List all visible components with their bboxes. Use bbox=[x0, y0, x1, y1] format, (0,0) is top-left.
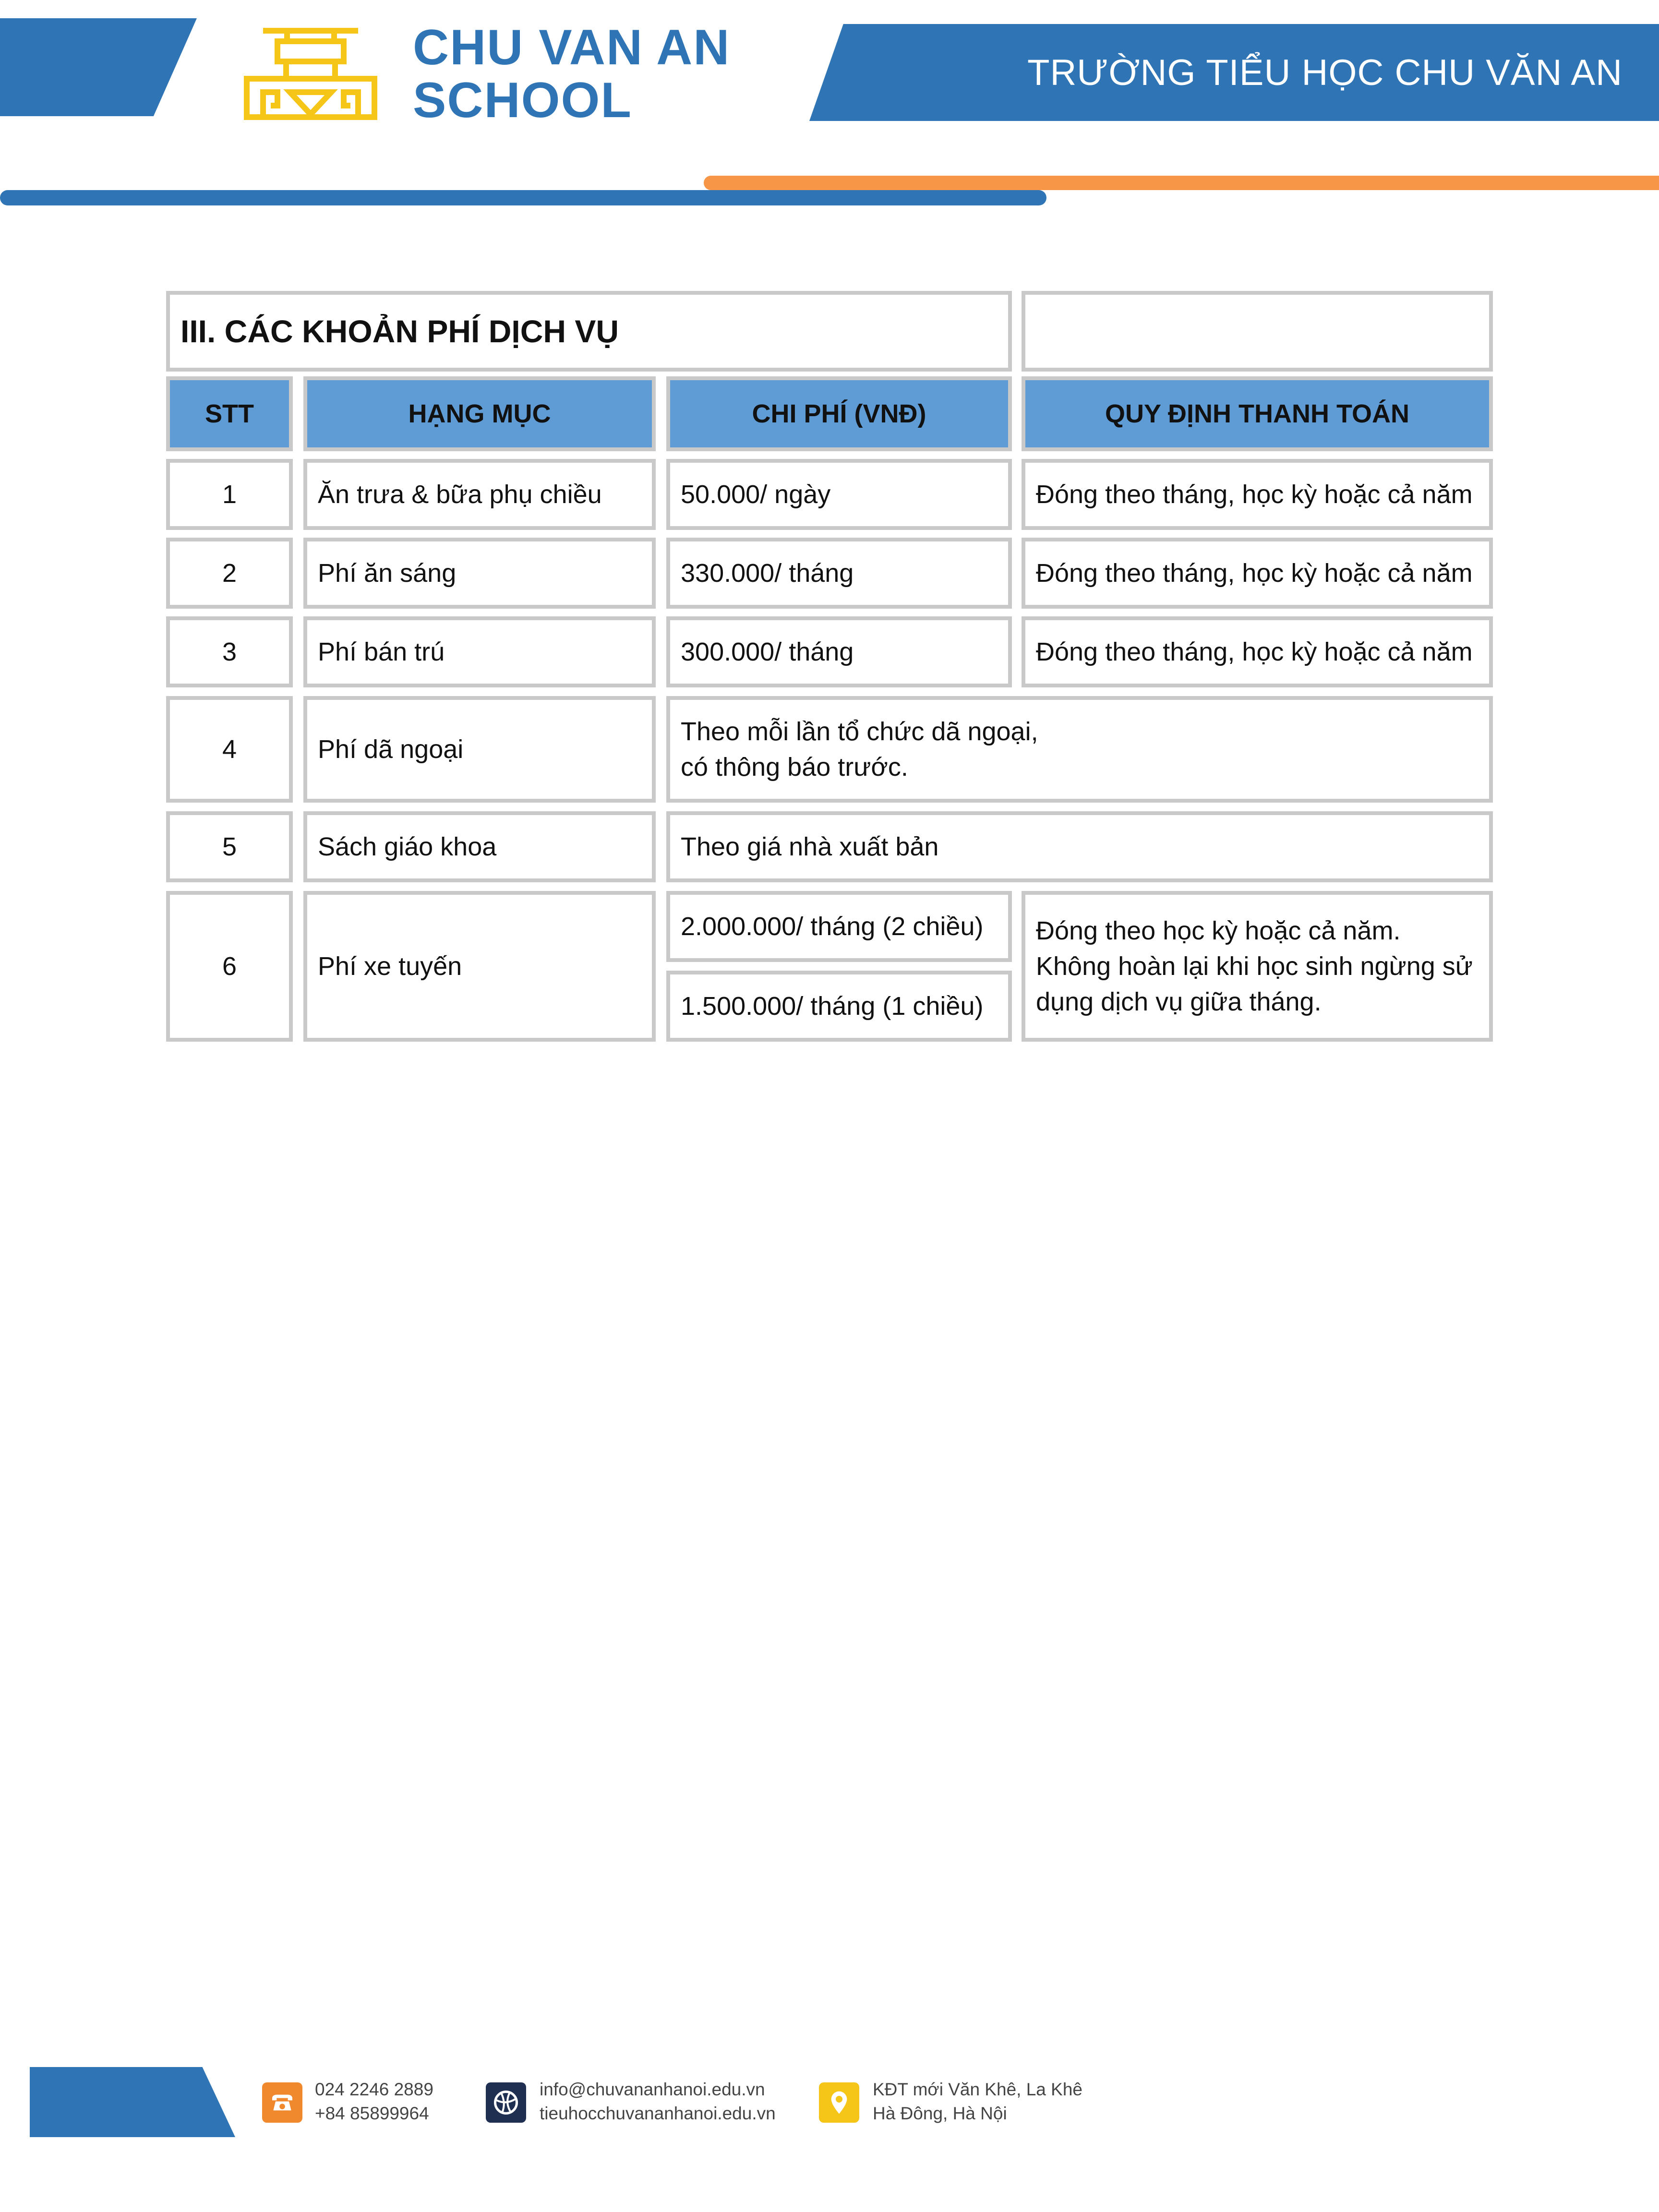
column-header-cost: CHI PHÍ (VNĐ) bbox=[666, 376, 1012, 451]
row-item: Ăn trưa & bữa phụ chiều bbox=[303, 459, 656, 530]
row-item: Phí ăn sáng bbox=[303, 538, 656, 609]
footer-bar bbox=[30, 2067, 235, 2137]
header-left-bar bbox=[0, 18, 197, 116]
brand-line-1: CHU VAN AN bbox=[413, 20, 731, 75]
column-header-payment: QUY ĐỊNH THANH TOÁN bbox=[1022, 376, 1493, 451]
row-cost: 50.000/ ngày bbox=[666, 459, 1012, 530]
footer-phone-2: +84 85899964 bbox=[315, 2104, 429, 2123]
row-stt: 5 bbox=[166, 811, 293, 882]
row-stt: 1 bbox=[166, 459, 293, 530]
row-item: Phí dã ngoại bbox=[303, 696, 656, 803]
row-stt: 2 bbox=[166, 538, 293, 609]
row-item: Phí xe tuyến bbox=[303, 891, 656, 1042]
row-cost: 330.000/ tháng bbox=[666, 538, 1012, 609]
school-name: TRƯỜNG TIỂU HỌC CHU VĂN AN bbox=[1027, 52, 1623, 93]
row-stt: 6 bbox=[166, 891, 293, 1042]
row-stt: 3 bbox=[166, 616, 293, 687]
footer-address-2: Hà Đông, Hà Nội bbox=[873, 2104, 1007, 2123]
row-cost-one-way: 1.500.000/ tháng (1 chiều) bbox=[666, 971, 1012, 1042]
row-payment: Đóng theo tháng, học kỳ hoặc cả năm bbox=[1022, 538, 1493, 609]
section-title-empty-cell bbox=[1022, 291, 1493, 372]
footer-address bbox=[873, 2078, 1082, 2126]
row-cost-payment: Theo giá nhà xuất bản bbox=[666, 811, 1493, 882]
row-item: Sách giáo khoa bbox=[303, 811, 656, 882]
row-payment: Đóng theo học kỳ hoặc cả năm. Không hoàn lại khi học sinh ngừng sử dụng dịch vụ giữa tháng. bbox=[1022, 891, 1493, 1042]
header-divider-blue bbox=[0, 190, 1046, 205]
row-stt: 4 bbox=[166, 696, 293, 803]
school-gate-logo-icon bbox=[244, 25, 377, 121]
column-header-stt: STT bbox=[166, 376, 293, 451]
phone-icon bbox=[262, 2082, 302, 2123]
footer-phone-1: 024 2246 2889 bbox=[315, 2080, 433, 2099]
row-payment: Đóng theo tháng, học kỳ hoặc cả năm bbox=[1022, 459, 1493, 530]
globe-icon bbox=[486, 2082, 526, 2123]
row-cost: 300.000/ tháng bbox=[666, 616, 1012, 687]
footer-address-1: KĐT mới Văn Khê, La Khê bbox=[873, 2080, 1082, 2099]
brand-name bbox=[413, 21, 730, 127]
footer-email-link[interactable]: info@chuvananhanoi.edu.vn bbox=[540, 2080, 765, 2099]
footer-phone bbox=[315, 2078, 433, 2126]
location-pin-icon bbox=[819, 2082, 859, 2123]
row-payment: Đóng theo tháng, học kỳ hoặc cả năm bbox=[1022, 616, 1493, 687]
row-cost-two-way: 2.000.000/ tháng (2 chiều) bbox=[666, 891, 1012, 962]
header-divider-orange bbox=[704, 176, 1659, 190]
column-header-item: HẠNG MỤC bbox=[303, 376, 656, 451]
section-title: III. CÁC KHOẢN PHÍ DỊCH VỤ bbox=[166, 291, 1012, 372]
footer-website-link[interactable]: tieuhocchuvananhanoi.edu.vn bbox=[540, 2104, 776, 2123]
row-item: Phí bán trú bbox=[303, 616, 656, 687]
footer-web[interactable] bbox=[540, 2078, 776, 2126]
row-cost-payment: Theo mỗi lần tổ chức dã ngoại, có thông báo trước. bbox=[666, 696, 1493, 803]
brand-line-2: SCHOOL bbox=[413, 72, 632, 128]
